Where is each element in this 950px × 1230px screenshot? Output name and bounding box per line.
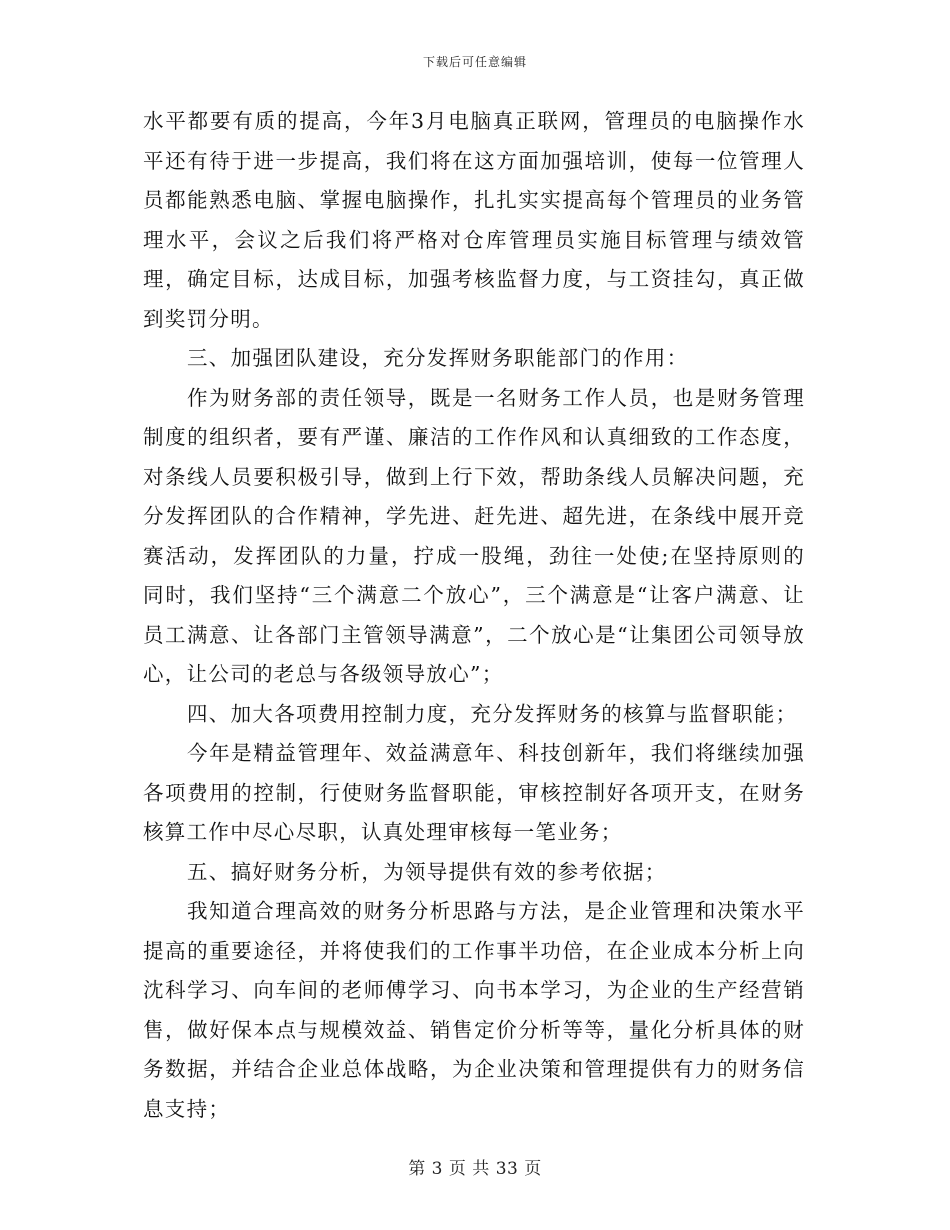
paragraph-3: 今年是精益管理年、效益满意年、科技创新年，我们将继续加强各项费用的控制，行使财务监督职能，审核控制好各项开支，在财务核算工作中尽心尽职，认真处理审核每一笔业务； — [143, 741, 805, 844]
page-header: 下载后可任意编辑 — [422, 55, 527, 69]
document-body — [143, 102, 805, 1129]
section-heading-3: 三、加强团队建设，充分发挥财务职能部门的作用： — [187, 346, 689, 370]
page-number-footer: 第 3 页 共 33 页 — [408, 1159, 542, 1179]
paragraph-4: 我知道合理高效的财务分析思路与方法，是企业管理和决策水平提高的重要途径，并将使我们的工作事半功倍，在企业成本分析上向沈科学习、向车间的老师傅学习、向书本学习，为企业的生产经营销售，做好保本点与规模效益、销售定价分析等等，量化分析具体的财务数据，并结合企业总体战略，为企业决策和管理提供有力的财务信息支持； — [143, 899, 805, 1121]
paragraph-1: 水平都要有质的提高，今年3月电脑真正联网，管理员的电脑操作水平还有待于进一步提高，我们将在这方面加强培训，使每一位管理人员都能熟悉电脑、掌握电脑操作，扎扎实实提高每个管理员的业务管理水平，会议之后我们将严格对仓库管理员实施目标管理与绩效管理，确定目标，达成目标，加强考核监督力度，与工资挂勾，真正做到奖罚分明。 — [143, 109, 805, 331]
paragraph-2: 作为财务部的责任领导，既是一名财务工作人员，也是财务管理制度的组织者，要有严谨、廉洁的工作作风和认真细致的工作态度，对条线人员要积极引导，做到上行下效，帮助条线人员解决问题，充分发挥团队的合作精神，学先进、赶先进、超先进，在条线中展开竞赛活动，发挥团队的力量，拧成一股绳，劲往一处使;在坚持原则的同时，我们坚持“三个满意二个放心”，三个满意是“让客户满意、让员工满意、让各部门主管领导满意”，二个放心是“让集团公司领导放心，让公司的老总与各级领导放心”； — [143, 385, 805, 686]
section-heading-4: 四、加大各项费用控制力度，充分发挥财务的核算与监督职能； — [187, 701, 798, 726]
section-heading-5: 五、搞好财务分析，为领导提供有效的参考依据； — [187, 859, 667, 884]
